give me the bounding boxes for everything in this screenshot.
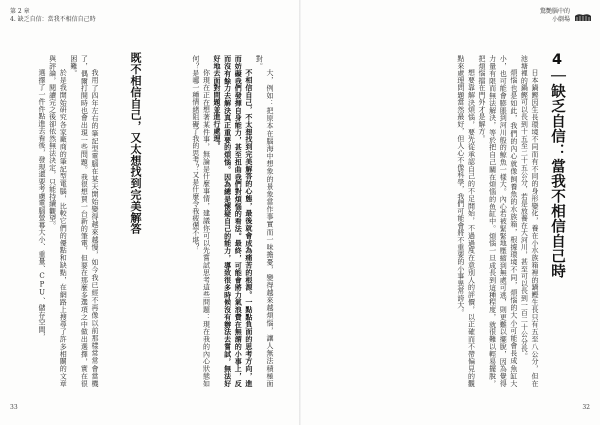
body-paragraph: 想要靠解決煩惱，要先從承認自己的不足開始，不過過度在意別人的評價，以正確而不帶偏見的觀點來處理問題當然最好，但人心不像科學，我們可能會將不重要的小事異常誇大。 [456,55,476,387]
chapter-label: 第 2 章 [10,8,30,15]
body-paragraph: 你現在正在想著某件事，無論是什麼事情，建議你可以先嘗試思考這些問題：現在我的內心狀態如何？是哪一種情緒阻礙了我的思考？又是什麼令我疲憊不堪？ [191,55,211,387]
book-title-line1: 驚艷腦中的 [539,8,570,15]
left-page-body-upper [150,55,275,387]
page-number-right: 32 [582,404,590,411]
page-gutter [299,0,301,425]
body-paragraph: 大，例如：把原本在腦海中想象的景象當作事實而一味擔憂，變得越來越煩惱，讓人無法積極面對。 [255,55,274,387]
body-paragraph: 煩惱也是如此，我們的內心就像飼養魚的水族箱，根據環境不同，煩惱的大小可能會長成魚缸大小，也可能會膨脹到河川般的鯨魚一樣大。內心若被緊緊地壓縮到無處可逃，則更難以擺脫，因為覺得力量有限而無法解決，等於把自己關在煩惱的鱼缸中。煩惱一旦成長到這種程度，就很難以輕易擺脫，把煩惱擋在門外才是解方。 [478,55,518,387]
highlighted-paragraph: 不相信自己，不太想找到完美解答的心態，最後就會成為痛苦的根源。一點點負面的思考方向，進而妨礙我們發揮自身能力，甚至扭曲我們對煩惱的看法。最終，可能會將力氣浪費在無謂的小事上，反而沒有餘力去解決真正重要的煩惱。因為總是懷疑自己的能力，導致很多時候沒有辦法去嘗試，無法好好地去面對問題並進行處理。 [213,55,254,387]
right-page-body [312,55,540,387]
book-title-line2: 小劇場 [551,16,570,23]
chapter-subtitle: 4. 缺乏自信：當我不相信自己時 [10,16,96,23]
left-page-body-lower [24,55,100,387]
body-paragraph: 選擇了一件件點進去看後，發現還要考慮電腦螢幕大小、重量、CPU、儲存空間， [38,69,47,341]
running-head-left [10,8,96,24]
body-paragraph: 我用了四年左右的筆記型電腦在某天開始變得越來越慢，如今我已經不再像以前那樣常常會當機了，偶爾打開時也會出現一些問題。我很想買一台新的筆電，但要在那麼多選項之中做出選擇，實在很困難。 [69,55,99,387]
running-head-right [540,8,570,24]
body-paragraph: 於是我開始研究各家廠商的筆記型電腦，比較它們的優點和缺點，在網路上搜尋了許多相關的文章與評論，閱讀完之後卻依然無法決定，只能持續觀望。 [48,55,68,387]
page-number-left: 33 [10,404,18,411]
subheading: 既不相信自己，又太想找到完美解答 [129,52,142,235]
section-title: 4｜缺乏自信：當我不相信自己時 [549,52,565,279]
book-stack-icon [574,12,592,22]
body-paragraph: 日本鍋鰹因生長環境不同而有不同的身形變化，養在小水族箱裡的鍋鰹生長只有五至八公分，但在池塘裡的鍋鰹可以長到十五至二十五公分，若是放養在大河川，甚至可以長到一百二十公分長。 [520,55,539,387]
